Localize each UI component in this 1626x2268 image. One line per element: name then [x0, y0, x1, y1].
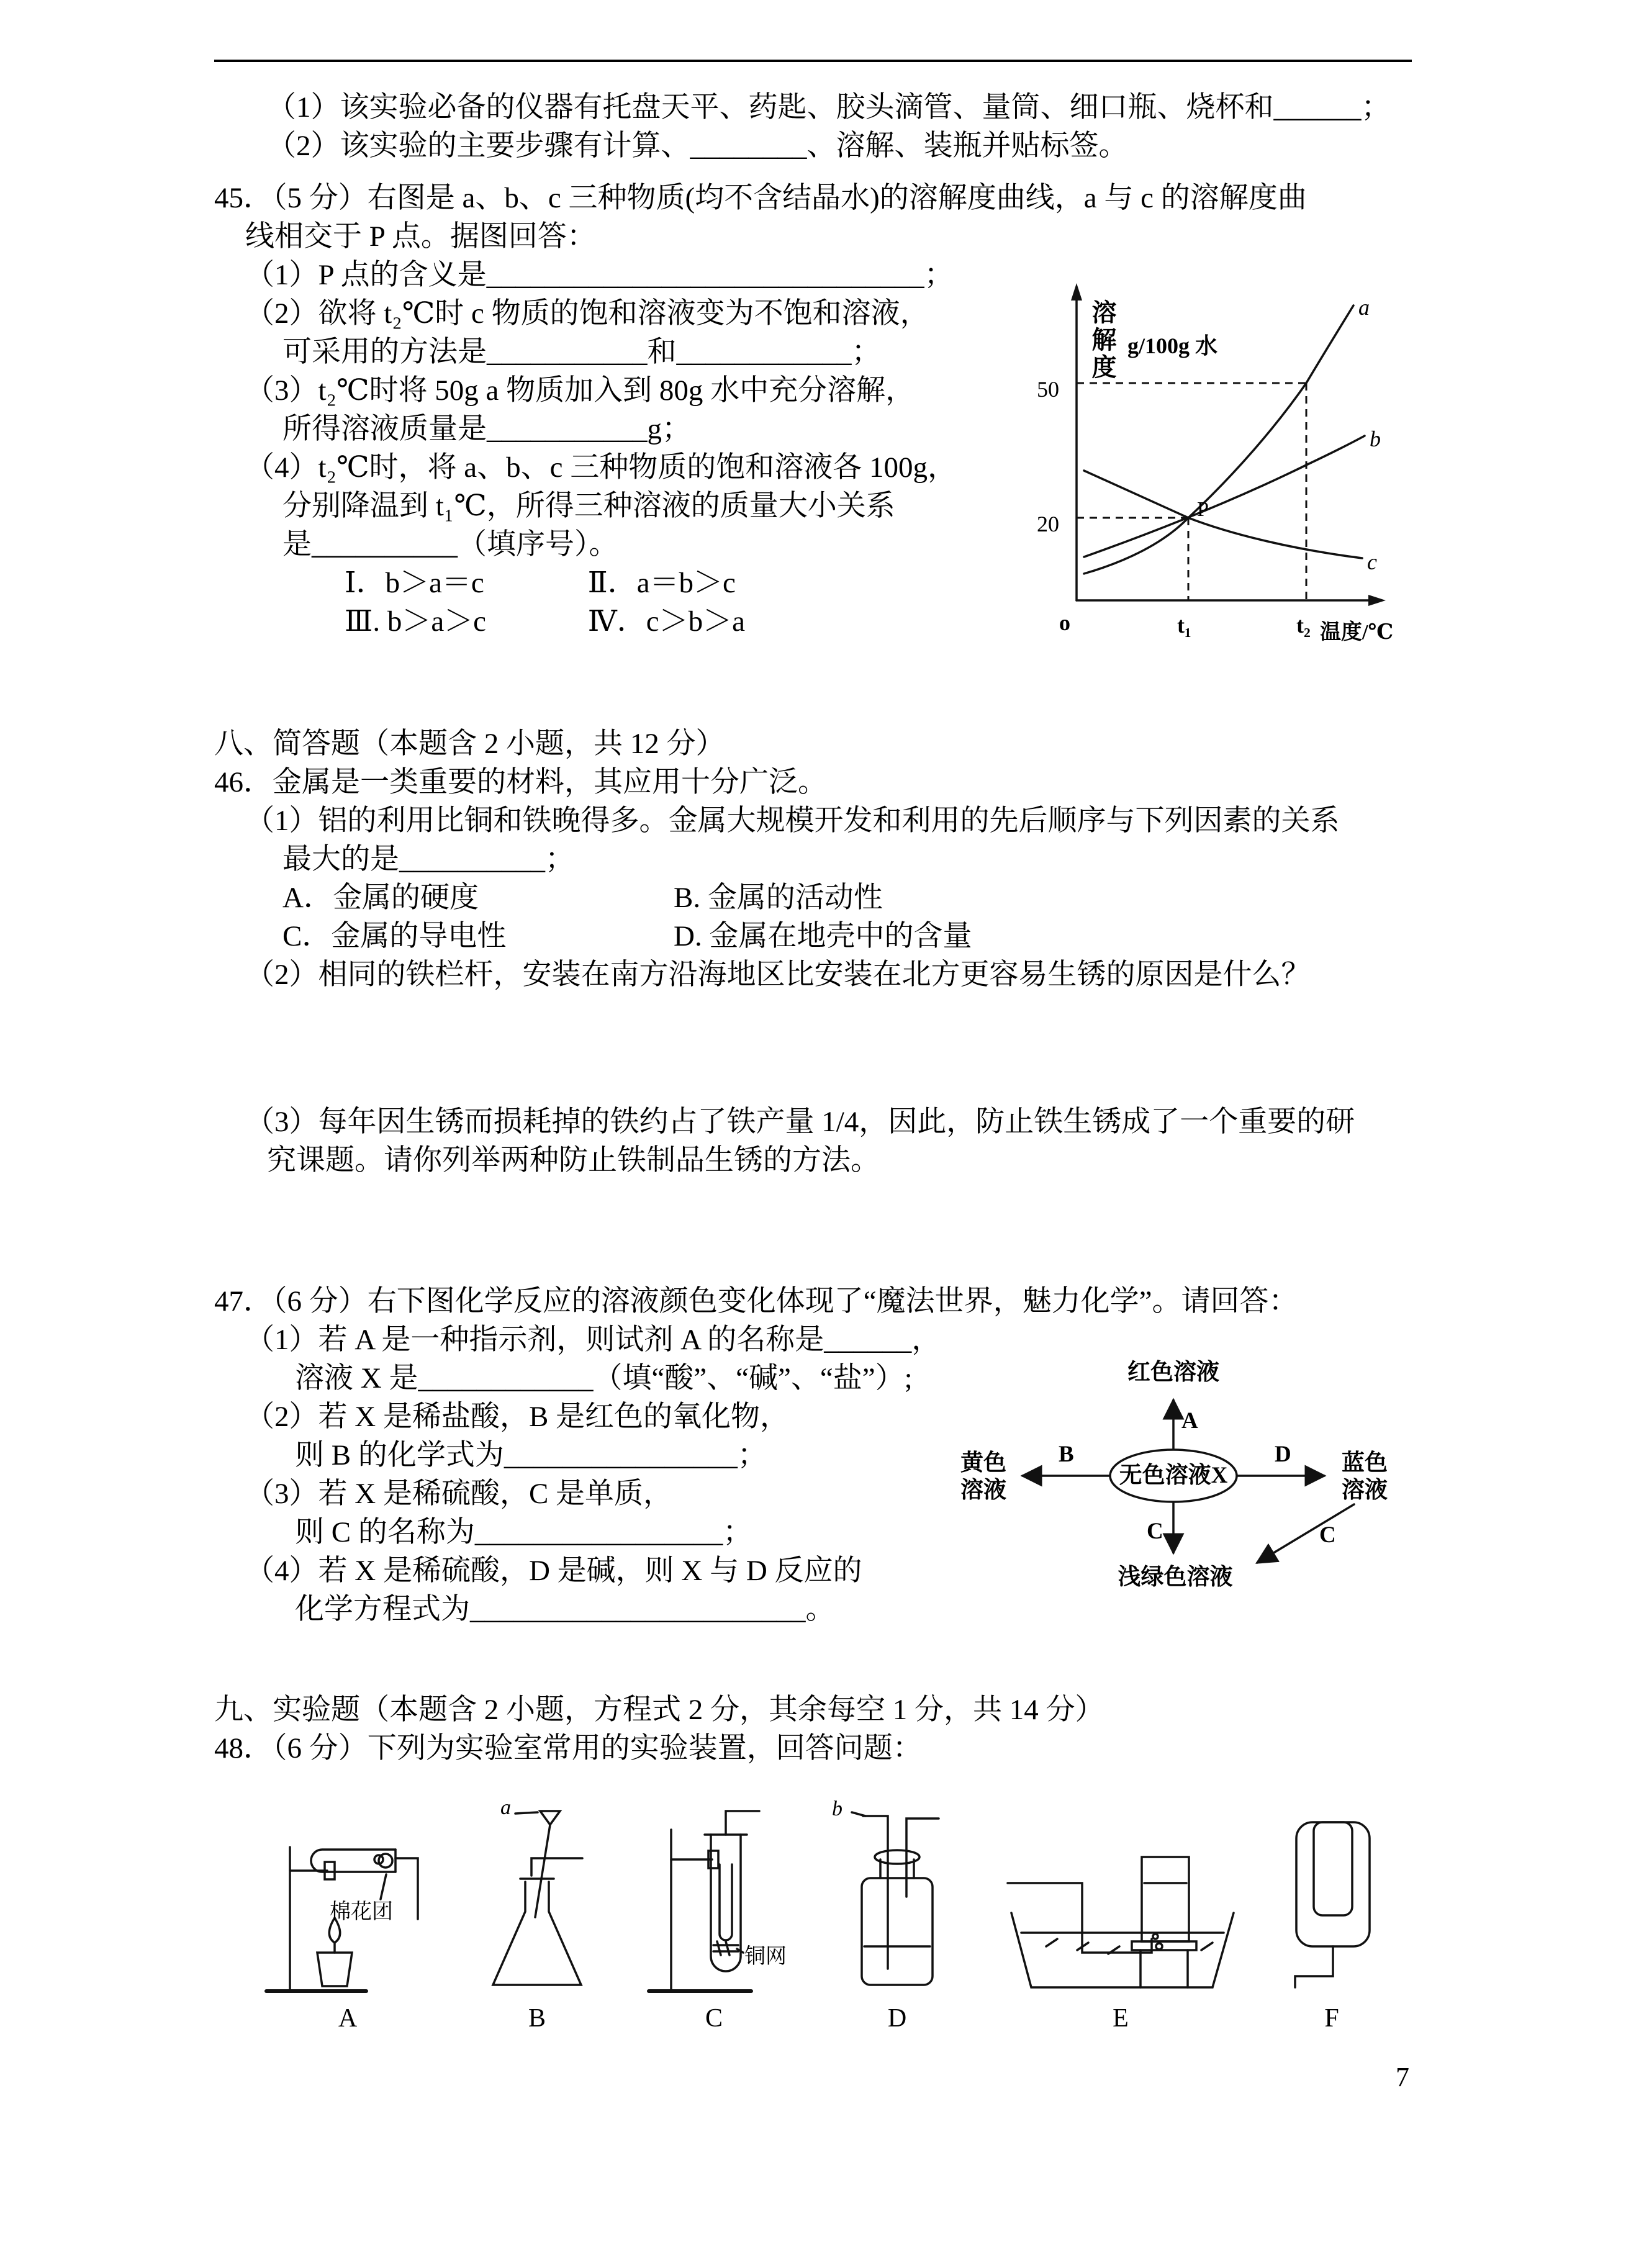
- q45-subquestions: [214, 256, 983, 641]
- q46-item-1-line2: 最大的是__________；: [282, 843, 574, 875]
- beehive-shelf: [1132, 1941, 1196, 1987]
- question-48: [214, 1729, 1412, 2033]
- q47-item-1-line2: 溶液 X 是____________（填“酸”、“碱”、“盐”）;: [295, 1362, 913, 1394]
- curve-b-path: [1084, 436, 1365, 557]
- a-pointer-line: [515, 1812, 538, 1814]
- apparatus-e-drawing: [1003, 1790, 1239, 2001]
- gas-bottle: [862, 1850, 933, 1985]
- q46-option-d: D. 金属在地壳中的含量: [674, 920, 972, 952]
- section-9-heading: 九、实验题（本题含 2 小题，方程式 2 分，其余每空 1 分，共 14 分）: [214, 1694, 1104, 1726]
- tick-50: 50: [1037, 377, 1059, 402]
- dashed-guides: [1077, 383, 1306, 600]
- header-rule: [214, 60, 1412, 62]
- apparatus-f: [1267, 1790, 1397, 2033]
- q46-option-b: B. 金属的活动性: [674, 882, 883, 914]
- apparatus-c: [636, 1790, 792, 2033]
- apparatus-b-label: B: [528, 2004, 546, 2033]
- question-47: [214, 1282, 1412, 1629]
- q47-item-3-line1: （3）若 X 是稀硫酸，C 是单质，: [245, 1478, 673, 1510]
- curve-a-label: a: [1358, 295, 1370, 320]
- apparatus-a-label: A: [338, 2004, 358, 2033]
- question-46: [214, 763, 1412, 1180]
- reaction-diagram: [947, 1345, 1412, 1612]
- solubility-graph: [983, 256, 1412, 666]
- collection-bottle: [1142, 1857, 1189, 1941]
- q46-options: [214, 879, 1412, 956]
- apparatus-b: [466, 1790, 608, 2033]
- apparatus-d-label: D: [887, 2004, 907, 2033]
- delivery-tube: [531, 1858, 582, 1876]
- yellow-solution-line2: 溶液: [960, 1478, 1006, 1503]
- reagent-a-label: A: [1181, 1408, 1198, 1434]
- x-axis-label: 温度/℃: [1320, 621, 1394, 644]
- apparatus-b-drawing: [466, 1790, 608, 2001]
- apparatus-c-drawing: [636, 1790, 792, 2001]
- q45-item-4-line2: 分别降温到 t₁℃，所得三种溶液的质量大小关系: [282, 490, 895, 522]
- origin-label: o: [1059, 610, 1070, 635]
- apparatus-a: [258, 1790, 438, 2033]
- q46-option-a: A．金属的硬度: [282, 882, 479, 914]
- q47-item-1-line1: （1）若 A 是一种指示剂，则试剂 A 的名称是______，: [245, 1324, 941, 1356]
- cotton-pointer-line: [381, 1874, 386, 1899]
- curve-b-label: b: [1370, 427, 1381, 451]
- curve-c-label: c: [1367, 549, 1377, 574]
- q45-option-4: Ⅳ．c＞b＞a: [587, 605, 745, 638]
- red-solution-label: 红色溶液: [1127, 1360, 1219, 1385]
- q46-item-1-line1: （1）铝的利用比铜和铁晚得多。金属大规模开发和利用的先后顺序与下列因素的关系: [245, 805, 1340, 837]
- apparatus-e-label: E: [1113, 2004, 1129, 2033]
- apparatus-d: [820, 1790, 975, 2033]
- q47-item-4-line2: 化学方程式为_______________________。: [295, 1593, 835, 1625]
- q45-item-3-line1: （3）t₂℃时将 50g a 物质加入到 80g 水中充分溶解，: [245, 374, 915, 407]
- apparatus-d-drawing: [820, 1790, 975, 2001]
- q46-stem: 46．金属是一类重要的材料，其应用十分广泛。: [214, 766, 827, 798]
- q45-option-1: Ⅰ．b＞a＝c: [345, 567, 484, 599]
- yellow-solution-line1: 黄色: [960, 1450, 1006, 1476]
- reagent-d-label: D: [1275, 1442, 1291, 1467]
- outer-vessel: [1296, 1822, 1370, 1946]
- q45-stem-line1: 45．（5 分）右图是 a、b、c 三种物质(均不含结晶水)的溶解度曲线，a 与 c 的溶解度曲: [214, 182, 1307, 214]
- water-trough: [1011, 1913, 1234, 1987]
- tick-20: 20: [1037, 512, 1059, 536]
- colorless-solution-label: 无色溶液X: [1119, 1463, 1228, 1488]
- b-pointer-line: [852, 1812, 865, 1816]
- q45-options-row2: [214, 602, 983, 641]
- apparatus-e: [1003, 1790, 1239, 2033]
- q47-subquestions: [214, 1321, 947, 1629]
- q47-stem: 47．（6 分）右下图化学反应的溶液颜色变化体现了“魔法世界，魅力化学”。请回答：: [214, 1285, 1298, 1317]
- q45-stem-line2: 线相交于 P 点。据图回答：: [245, 220, 596, 253]
- outlet-tube: [906, 1818, 939, 1897]
- blue-solution-line2: 溶液: [1342, 1478, 1388, 1503]
- q47-item-2-line1: （2）若 X 是稀盐酸，B 是红色的氧化物，: [245, 1401, 790, 1433]
- copper-annotation: 铜网: [744, 1945, 787, 1968]
- b-annotation: b: [832, 1797, 842, 1820]
- q45-item-2-line2: 可采用的方法是___________和____________；: [282, 336, 881, 368]
- arrow-diagonal: [1257, 1504, 1354, 1563]
- page-number: 7: [1396, 2062, 1409, 2092]
- erlenmeyer-flask: [493, 1879, 581, 1985]
- q45-item-4-line1: （4）t₂℃时，将 a、b、c 三种物质的饱和溶液各 100g，: [245, 451, 957, 484]
- apparatus-c-label: C: [705, 2004, 723, 2033]
- y-axis: [1071, 283, 1082, 600]
- question-45: [214, 179, 1412, 666]
- blue-solution-line1: 蓝色: [1342, 1450, 1388, 1476]
- q46-item-3-line2: 究课题。请你列举两种防止铁制品生锈的方法。: [267, 1144, 880, 1177]
- y-axis-label: 溶解度: [1088, 299, 1116, 381]
- q47-item-3-line2: 则 C 的名称为_________________；: [295, 1516, 752, 1548]
- q45-options-row1: [214, 564, 983, 602]
- inner-tube: [720, 1864, 732, 1940]
- top-tube: [726, 1811, 759, 1835]
- a-annotation: a: [500, 1796, 511, 1819]
- q48-stem: 48．（6 分）下列为实验室常用的实验装置，回答问题：: [214, 1732, 922, 1764]
- reagent-c-label: C: [1147, 1519, 1163, 1544]
- thistle-funnel: [535, 1811, 560, 1917]
- apparatus-row: [214, 1790, 1412, 2033]
- q45-item-4-line3: 是__________（填序号）。: [282, 528, 618, 561]
- q45-item-2-line1: （2）欲将 t₂℃时 c 物质的饱和溶液变为不饱和溶液，: [245, 297, 929, 330]
- bottom-bent-tube: [1295, 1946, 1333, 1987]
- alcohol-lamp: [317, 1918, 352, 1986]
- t1-label: t₁: [1177, 613, 1191, 638]
- q47-item-4-line1: （4）若 X 是稀硫酸，D 是碱，则 X 与 D 反应的: [245, 1555, 862, 1587]
- section-8-heading: 八、简答题（本题含 2 小题，共 12 分）: [214, 728, 725, 760]
- q44-item-1: （1）该实验必备的仪器有托盘天平、药匙、胶头滴管、量筒、细口瓶、烧杯和______；: [267, 91, 1391, 124]
- q46-option-c: C．金属的导电性: [282, 920, 507, 952]
- q45-item-3-line2: 所得溶液质量是___________g；: [282, 413, 691, 445]
- question-44-tail: [214, 88, 1412, 165]
- y-axis-unit: g/100g 水: [1127, 333, 1218, 358]
- copper-mesh: [713, 1941, 738, 1955]
- q45-option-2: Ⅱ．a＝b＞c: [587, 567, 736, 599]
- light-green-solution-label: 浅绿色溶液: [1118, 1565, 1233, 1590]
- inner-tube: [1314, 1822, 1352, 1915]
- point-p-label: P: [1197, 498, 1209, 521]
- reagent-b-label: B: [1059, 1442, 1074, 1467]
- q44-item-2: （2）该实验的主要步骤有计算、________、溶解、装瓶并贴标签。: [267, 130, 1128, 162]
- apparatus-a-drawing: [258, 1790, 438, 2001]
- q47-item-2-line2: 则 B 的化学式为________________；: [295, 1439, 767, 1471]
- cotton-annotation: 棉花团: [330, 1900, 393, 1923]
- x-axis: [1077, 595, 1386, 606]
- q46-item-2: （2）相同的铁栏杆，安装在南方沿海地区比安装在北方更容易生锈的原因是什么？: [245, 959, 1311, 991]
- q46-item-3-line1: （3）每年因生锈而损耗掉的铁约占了铁产量 1/4，因此，防止铁生锈成了一个重要的研: [245, 1106, 1355, 1138]
- q45-item-1: （1）P 点的含义是______________________________；: [245, 259, 954, 291]
- y-axis-title: [1083, 299, 1217, 381]
- reagent-c2-label: C: [1319, 1522, 1336, 1548]
- cotton-ball: [374, 1854, 392, 1868]
- t2-label: t₂: [1296, 613, 1311, 638]
- apparatus-f-label: F: [1324, 2004, 1339, 2033]
- apparatus-f-drawing: [1267, 1790, 1397, 2001]
- q45-option-3: Ⅲ. b＞a＞c: [345, 605, 487, 638]
